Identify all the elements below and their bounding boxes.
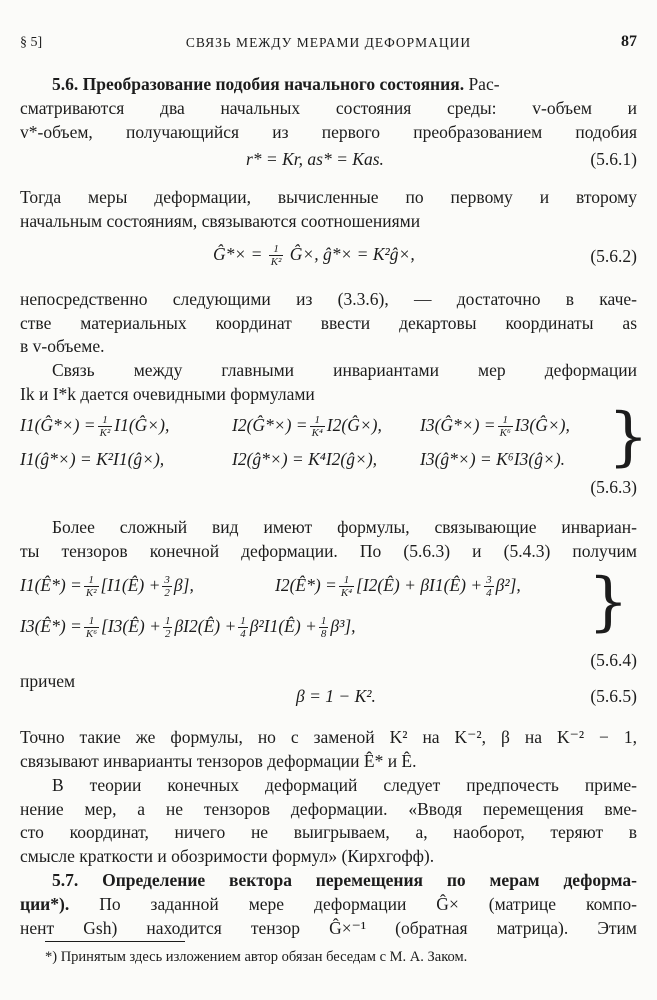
equation-part: I3(Ĝ×), xyxy=(514,415,570,435)
equation-part: I1(Ĝ×), xyxy=(114,415,170,435)
fraction xyxy=(162,574,172,599)
right-brace: } xyxy=(608,400,649,474)
paragraph-line: v*-объем, получающийся из первого преобразованием подобия xyxy=(20,122,637,142)
equation-part: I3(Ĝ*×) = xyxy=(420,415,496,435)
equation-number: (5.6.3) xyxy=(590,477,637,497)
equation-number: (5.6.1) xyxy=(590,149,637,169)
fraction-denominator: K⁶ xyxy=(85,628,98,641)
equation-part: I2(ĝ*×) = K⁴I2(ĝ×), xyxy=(232,449,378,469)
fraction-numerator: 1 xyxy=(240,615,246,628)
fraction-denominator: K⁴ xyxy=(311,427,323,440)
equation-row xyxy=(232,413,382,439)
fraction xyxy=(310,414,325,439)
paragraph-line: смысле краткости и обозримости формул» (Кирхгофф). xyxy=(20,846,435,866)
fraction xyxy=(498,414,513,439)
fraction-denominator: 4 xyxy=(486,587,492,600)
footnote: *) Принятым здесь изложением автор обязан беседам с М. А. Заком. xyxy=(45,949,468,965)
equation-part: I3(Ê*) = xyxy=(20,616,82,636)
equation-number: (5.6.5) xyxy=(590,686,637,706)
paragraph-line xyxy=(52,72,637,96)
paragraph-line: ты тензоров конечной деформации. По (5.6.3) и (5.4.3) получим xyxy=(20,541,637,561)
paragraph-line: сматриваются два начальных состояния среды: v-объем и xyxy=(20,98,637,118)
running-title: СВЯЗЬ МЕЖДУ МЕРАМИ ДЕФОРМАЦИИ xyxy=(185,35,472,50)
equation-row xyxy=(20,573,194,599)
fraction xyxy=(98,414,113,439)
section-heading: 5.6. Преобразование подобия начального состояния. xyxy=(52,74,465,94)
running-header xyxy=(20,33,637,55)
equation-row xyxy=(275,573,521,599)
equation-part: I1(Ê*) = xyxy=(20,575,82,595)
equation-part: I2(Ê*) = xyxy=(275,575,337,595)
equation-part: I2(Ĝ×), xyxy=(326,415,382,435)
fraction-numerator: 1 xyxy=(320,615,327,628)
equation-part: I1(Ĝ*×) = xyxy=(20,415,96,435)
paragraph-line: Тогда меры деформации, вычисленные по первому и второму xyxy=(20,187,637,207)
fraction-denominator: K⁴ xyxy=(340,587,353,600)
equation-part: Ĝ×, ĝ*× = K²ĝ×, xyxy=(289,244,415,264)
fraction-numerator: 1 xyxy=(498,414,513,427)
equation-number: (5.6.4) xyxy=(590,650,637,670)
section-heading: ции*). xyxy=(20,894,70,914)
fraction-numerator: 1 xyxy=(269,243,284,256)
paragraph-line: стве материальных координат ввести декартовы координаты as xyxy=(20,313,637,333)
paragraph-line: Точно такие же формулы, но с заменой K² на K⁻², β на K⁻² − 1, xyxy=(20,727,637,747)
paragraph-line: причем xyxy=(20,671,76,691)
fraction-numerator: 1 xyxy=(84,615,99,628)
equation-number: (5.6.2) xyxy=(590,246,637,266)
equation-part: βI2(Ê) + xyxy=(174,616,237,636)
paragraph-line: нент Gsh) находится тензор Ĝ×⁻¹ (обратная матрица). Этим xyxy=(20,918,637,938)
paragraph-line: непосредственно следующими из (3.3.6), — достаточно в каче- xyxy=(20,289,637,309)
paragraph-line: Более сложный вид имеют формулы, связывающие инвариан- xyxy=(52,517,637,537)
paragraph-line: сто координат, ничего не выигрываем, а, наоборот, теряют в xyxy=(20,822,637,842)
equation-part: I1(ĝ*×) = K²I1(ĝ×), xyxy=(20,449,165,469)
equation-part: β²], xyxy=(495,575,521,595)
equation xyxy=(213,242,415,268)
text-span: По заданной мере деформации Ĝ× (матрице компо- xyxy=(99,894,638,914)
fraction xyxy=(319,615,329,640)
equation-part: Ĝ*× = xyxy=(213,244,263,264)
text-span: Рас- xyxy=(468,74,500,94)
fraction-denominator: K⁶ xyxy=(499,427,511,440)
equation-part: I3(ĝ*×) = K⁶I3(ĝ×). xyxy=(420,449,566,469)
fraction-numerator: 1 xyxy=(98,414,113,427)
fraction-denominator: 4 xyxy=(240,628,246,641)
fraction-denominator: K² xyxy=(270,256,282,269)
section-heading: 5.7. Определение вектора перемещения по мерам деформа- xyxy=(52,870,637,890)
equation-part: [I3(Ê) + xyxy=(101,616,161,636)
equation-part: β], xyxy=(173,575,194,595)
paragraph-line: Ik и I*k дается очевидными формулами xyxy=(20,384,315,404)
fraction xyxy=(339,574,354,599)
fraction xyxy=(269,243,284,268)
fraction-numerator: 3 xyxy=(164,574,170,587)
fraction xyxy=(484,574,494,599)
fraction-numerator: 3 xyxy=(486,574,492,587)
fraction-denominator: 8 xyxy=(320,628,327,641)
paragraph-line xyxy=(20,892,637,916)
fraction-denominator: K² xyxy=(99,427,111,440)
equation-part: β³], xyxy=(330,616,356,636)
fraction-denominator: K² xyxy=(85,587,97,600)
right-brace: } xyxy=(588,565,629,639)
paragraph-line: связывают инварианты тензоров деформации Ê* и Ê. xyxy=(20,751,417,771)
page-number: 87 xyxy=(621,33,637,50)
fraction-numerator: 1 xyxy=(339,574,354,587)
section-marker: § 5] xyxy=(20,35,43,50)
fraction xyxy=(84,574,99,599)
equation-part: β²I1(Ê) + xyxy=(249,616,317,636)
equation: β = 1 − K². xyxy=(296,686,376,706)
paragraph-line: нение мер, а не тензоров деформации. «Вводя перемещения вме- xyxy=(20,799,637,819)
fraction xyxy=(238,615,248,640)
paragraph-line: В теории конечных деформаций следует предпочесть приме- xyxy=(52,775,637,795)
footnote-rule xyxy=(45,941,185,942)
fraction-denominator: 2 xyxy=(164,587,170,600)
equation: r* = Kr, as* = Kas. xyxy=(246,149,384,169)
paragraph-line: начальным состояниям, связываются соотношениями xyxy=(20,211,421,231)
fraction-numerator: 1 xyxy=(84,574,99,587)
equation-row xyxy=(420,413,570,439)
fraction-denominator: 2 xyxy=(164,628,171,641)
equation-part: [I2(Ê) + βI1(Ê) + xyxy=(356,575,483,595)
fraction xyxy=(163,615,173,640)
paragraph-line: в v-объеме. xyxy=(20,336,105,356)
equation-part: [I1(Ê) + xyxy=(100,575,161,595)
paragraph-line: Связь между главными инвариантами мер деформации xyxy=(52,360,637,380)
equation-part: I2(Ĝ*×) = xyxy=(232,415,308,435)
fraction-numerator: 1 xyxy=(164,615,171,628)
equation-row xyxy=(20,614,356,640)
fraction-numerator: 1 xyxy=(310,414,325,427)
fraction xyxy=(84,615,99,640)
equation-row xyxy=(20,413,169,439)
